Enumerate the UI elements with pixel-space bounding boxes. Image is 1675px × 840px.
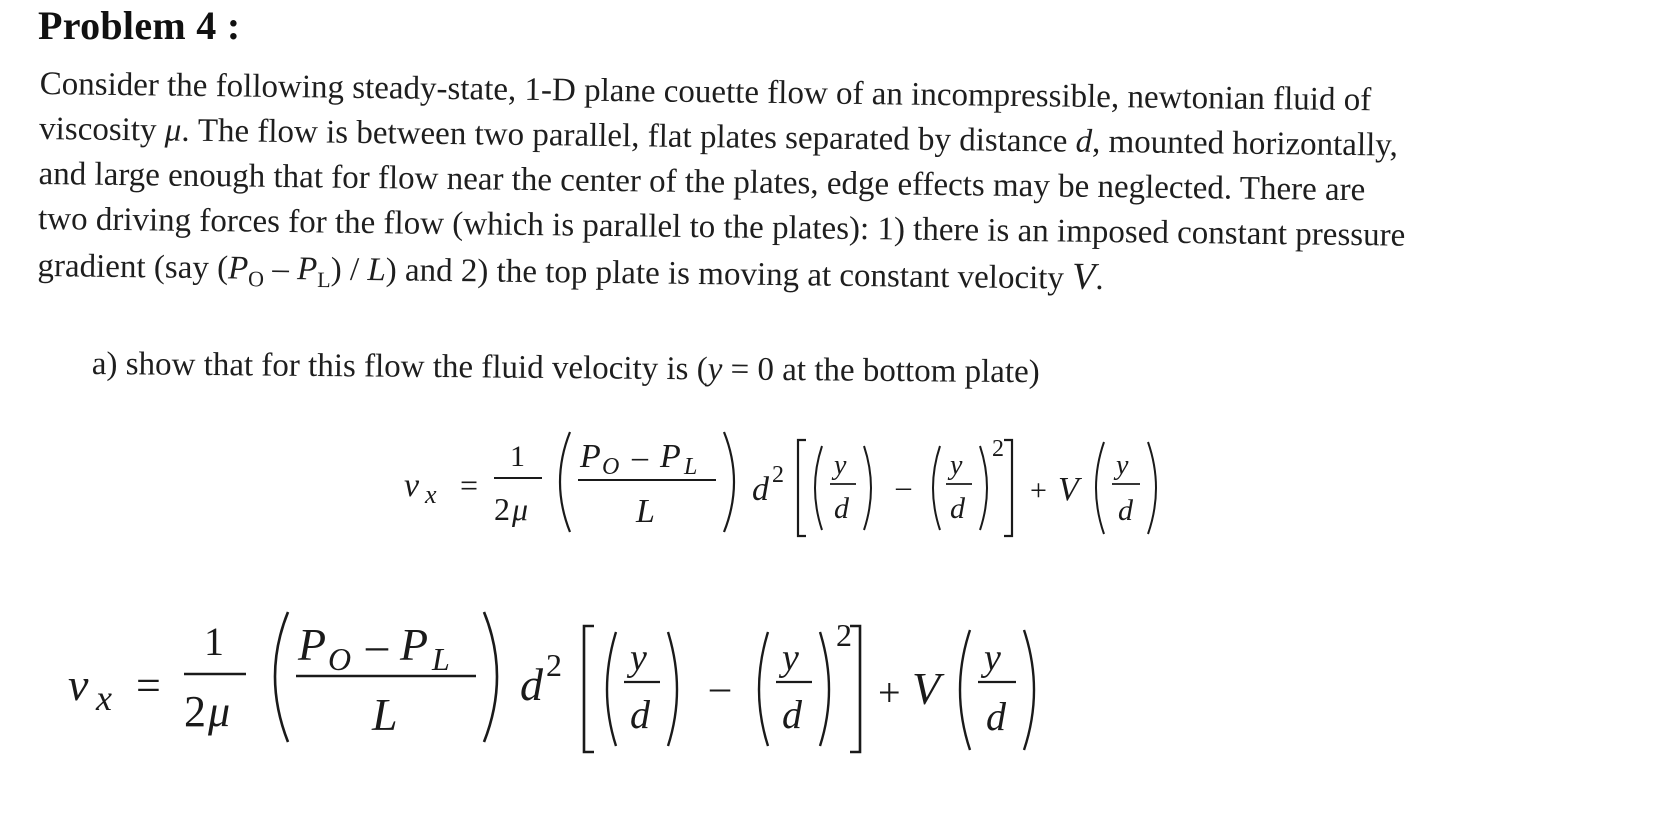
eq-paren-right [724,432,734,532]
distance-symbol: d [1075,123,1093,160]
pressure-subscript-l: L [317,266,331,293]
eq-l: L [372,689,398,740]
pressure-symbol: P [227,250,249,287]
statement-text: . The flow is between two parallel, flat plates separated by distance [181,112,1076,160]
eq-bracket-right [1004,440,1012,536]
eq-lhs-subscript: x [425,480,437,509]
eq-frac-mu: μ [208,687,231,736]
eq-equals: = [136,661,161,710]
eq-paren-left [759,632,768,746]
statement-text: . [1095,260,1104,298]
eq-p2: P [400,619,429,670]
eq-frac-two: 2 [494,491,510,527]
eq-d: d [1118,494,1133,527]
eq-paren-left [960,630,970,750]
eq-y: y [1116,450,1129,481]
eq-equals: = [460,467,479,503]
part-a-label: a) [91,346,118,383]
velocity-equation-small [404,432,1156,536]
eq-paren-left [607,632,616,746]
eq-p2: P [660,438,681,475]
eq-lhs: v [68,659,89,710]
length-symbol: L [367,252,387,289]
eq-minus: – [710,664,730,709]
eq-paren-right [864,446,871,530]
eq-paren-left [275,612,288,742]
statement-text: and large enough that for flow near the center of the plates, edge effects may be neglected. There are [38,155,1366,209]
statement-text: ) and 2) the top plate is moving at constant velocity [385,252,1073,297]
eq-y: y [950,450,963,481]
eq-paren-right [980,446,987,530]
viscosity-symbol: μ [164,112,182,149]
eq-d: d [782,692,802,737]
eq-frac-numerator: 1 [204,619,224,664]
eq-paren-left [560,432,570,532]
eq-squared: 2 [836,617,852,653]
eq-frac-mu: μ [512,491,529,527]
eq-paren-right [1024,630,1034,750]
eq-p: P [298,619,327,670]
eq-d-squared: 2 [772,462,784,488]
eq-paren-left [933,446,940,530]
eq-plus: + [878,670,901,715]
statement-text: gradient (say ( [37,247,229,287]
statement-text: two driving forces for the flow (which is parallel to the plates): 1) there is an imposed constant pressure [37,200,1406,254]
eq-y: y [630,637,647,679]
eq-paren-left [815,446,822,530]
eq-squared: 2 [992,436,1004,462]
eq-p: P [580,438,601,475]
eq-sub-l: L [432,641,450,677]
eq-lhs-subscript: x [96,678,112,718]
eq-v: V [1058,471,1079,508]
y-symbol: y [707,351,723,388]
eq-lhs: v [404,467,420,504]
velocity-symbol: V [1071,255,1096,298]
eq-paren-right [820,632,829,746]
eq-minus: – [896,470,911,503]
eq-bracket-left [584,626,594,752]
statement-text: , mounted horizontally, [1091,123,1399,164]
minus-sign: – [263,250,298,288]
part-a-text: show that for this flow the fluid velocity is ( [117,346,708,388]
eq-minus: – [632,438,648,474]
eq-paren-right [668,632,677,746]
eq-paren-right [1148,442,1156,534]
eq-d: d [630,692,650,737]
eq-d: d [834,492,849,525]
eq-d-squared: 2 [546,647,562,683]
eq-d: d [986,694,1006,739]
pressure-symbol: P [296,251,318,288]
statement-text: Consider the following steady-state, 1-D plane couette flow of an incompressible, newtonian fluid of [39,65,1372,119]
velocity-equation-large [68,612,1034,752]
pressure-subscript-o: O [247,266,265,292]
eq-y: y [984,637,1001,679]
eq-bracket-left [798,440,806,536]
eq-y: y [782,637,799,679]
eq-l: L [636,493,655,530]
eq-sub-o: O [328,641,352,677]
eq-frac-two: 2 [184,687,206,736]
part-a-text: = 0 at the bottom plate) [722,351,1040,391]
statement-text: ) / [330,251,368,289]
eq-plus: + [1030,474,1047,507]
problem-heading: Problem 4 : [38,3,241,48]
eq-y: y [834,450,847,481]
eq-v: V [912,663,941,714]
eq-d: d [950,492,965,525]
eq-paren-left [1096,442,1104,534]
eq-d: d [752,471,769,508]
eq-minus: – [366,621,388,670]
eq-frac-numerator: 1 [510,440,525,473]
statement-text: viscosity [38,110,165,149]
eq-d: d [520,659,543,710]
eq-sub-o: O [602,454,620,480]
eq-sub-l: L [684,454,698,480]
eq-paren-right [484,612,497,742]
